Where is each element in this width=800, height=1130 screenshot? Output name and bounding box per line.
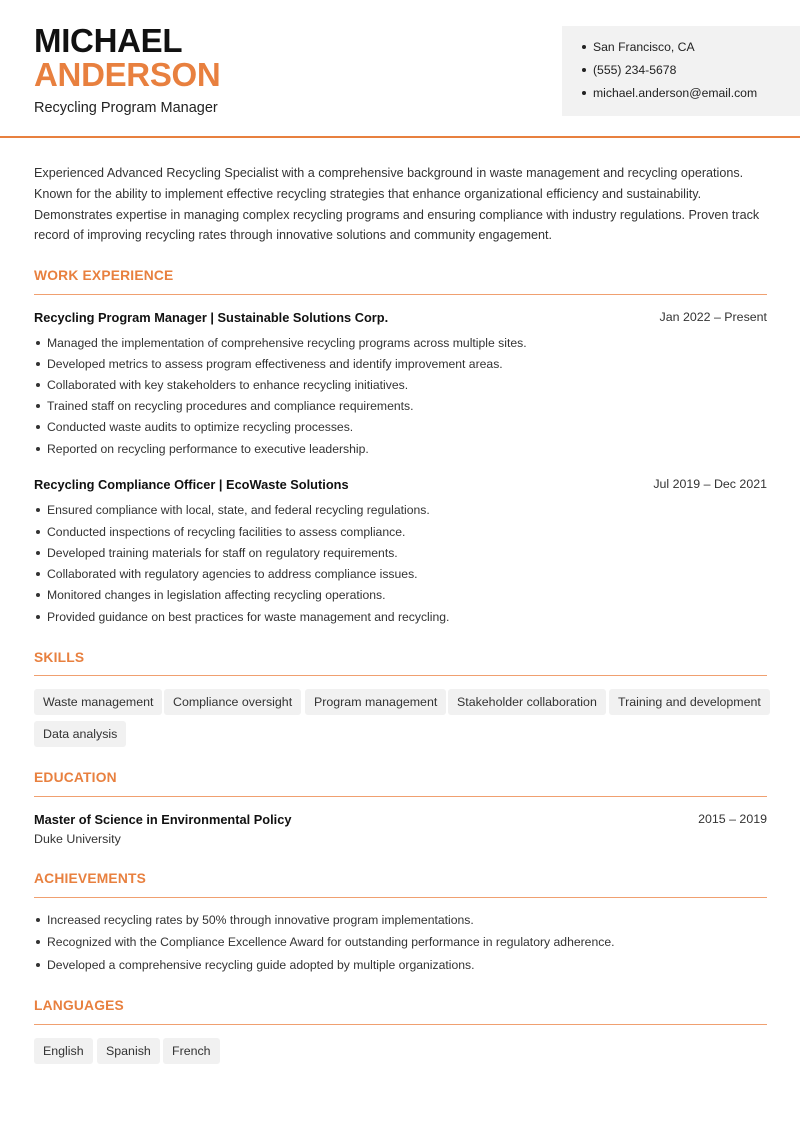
email-text: michael.anderson@email.com [593,86,758,100]
education-degree: Master of Science in Environmental Policy [34,812,292,827]
bullet-icon [36,940,40,944]
bullet-text: Conducted inspections of recycling facilities to assess compliance. [47,525,406,539]
job-2-bullet [36,546,398,560]
bullet-text: Developed metrics to assess program effectiveness and identify improvement areas. [47,357,503,371]
resume-header [0,0,800,138]
bullet-icon [582,91,586,95]
bullet-icon [36,425,40,429]
location-text: San Francisco, CA [593,40,695,54]
job-2-title: Recycling Compliance Officer | EcoWaste Solutions [34,477,349,492]
bullet-text: Provided guidance on best practices for waste management and recycling. [47,610,450,624]
bullet-text: Developed training materials for staff on regulatory requirements. [47,546,398,560]
bullet-icon [36,508,40,512]
phone-text: (555) 234-5678 [593,63,677,77]
skills-heading: SKILLS [34,650,85,665]
bullet-text: Monitored changes in legislation affecting recycling operations. [47,588,386,602]
section-divider [34,796,767,797]
first-name: MICHAEL [34,22,183,59]
bullet-text: Conducted waste audits to optimize recycling processes. [47,420,354,434]
bullet-text: Ensured compliance with local, state, and federal recycling regulations. [47,503,430,517]
achievement-text: Increased recycling rates by 50% through innovative program implementations. [47,913,474,927]
section-divider [34,1024,767,1025]
bullet-text: Trained staff on recycling procedures and compliance requirements. [47,399,414,413]
job-1-bullet [36,357,503,371]
skill-chip: Waste management [34,689,162,715]
achievement-text: Developed a comprehensive recycling guide adopted by multiple organizations. [47,958,475,972]
bullet-icon [36,362,40,366]
achievement-text: Recognized with the Compliance Excellence Award for outstanding performance in regulatory adherence. [47,935,615,949]
bullet-icon [36,918,40,922]
job-1-bullet [36,420,353,434]
bullet-icon [36,615,40,619]
bullet-text: Collaborated with regulatory agencies to address compliance issues. [47,567,418,581]
achievements-heading: ACHIEVEMENTS [34,871,147,886]
achievement-item [36,958,475,972]
section-divider [34,294,767,295]
bullet-icon [36,963,40,967]
bullet-text: Reported on recycling performance to executive leadership. [47,442,369,456]
job-2-bullet [36,610,449,624]
language-chip: Spanish [97,1038,160,1064]
skill-chip: Stakeholder collaboration [448,689,606,715]
job-2-bullet [36,503,430,517]
summary: Experienced Advanced Recycling Specialist with a comprehensive background in waste management and recycling operations. Known for the ability to implement effective recycling strategies that enhance organizational efficiency and sustainability. Demonstrates expertise in managing complex recycling programs and ensuring compliance with industry regulations. Proven track record of improving recycling rates through innovative solutions and community engagement. [34,166,760,243]
bullet-icon [36,551,40,555]
job-1-title: Recycling Program Manager | Sustainable Solutions Corp. [34,310,389,325]
bullet-icon [36,572,40,576]
achievement-item [36,935,615,949]
education-heading: EDUCATION [34,770,117,785]
bullet-icon [36,404,40,408]
bullet-icon [582,45,586,49]
bullet-icon [36,383,40,387]
bullet-icon [582,68,586,72]
language-chip: English [34,1038,93,1064]
language-chip: French [163,1038,220,1064]
job-1-bullet [36,378,408,392]
skill-chip: Compliance oversight [164,689,301,715]
contact-phone [582,63,676,77]
last-name: ANDERSON [34,56,221,93]
contact-box [562,26,800,116]
job-1-bullet [36,399,414,413]
job-2-dates: Jul 2019 – Dec 2021 [653,477,767,491]
achievement-item [36,913,474,927]
bullet-icon [36,341,40,345]
section-divider [34,675,767,676]
bullet-text: Collaborated with key stakeholders to enhance recycling initiatives. [47,378,409,392]
skill-chip: Training and development [609,689,770,715]
bullet-icon [36,593,40,597]
job-1-bullet [36,442,369,456]
work-experience-heading: WORK EXPERIENCE [34,268,174,283]
bullet-icon [36,447,40,451]
job-2-bullet [36,588,386,602]
job-2-bullet [36,525,405,539]
languages-heading: LANGUAGES [34,998,124,1013]
education-dates: 2015 – 2019 [698,812,767,826]
job-1-bullet [36,336,527,350]
job-1-dates: Jan 2022 – Present [659,310,767,324]
skill-chip: Data analysis [34,721,126,747]
contact-email [582,86,757,100]
job-title: Recycling Program Manager [34,100,218,116]
bullet-icon [36,530,40,534]
education-school: Duke University [34,832,121,846]
job-2-bullet [36,567,418,581]
contact-location [582,40,695,54]
bullet-text: Managed the implementation of comprehensive recycling programs across multiple sites. [47,336,527,350]
section-divider [34,897,767,898]
skill-chip: Program management [305,689,446,715]
